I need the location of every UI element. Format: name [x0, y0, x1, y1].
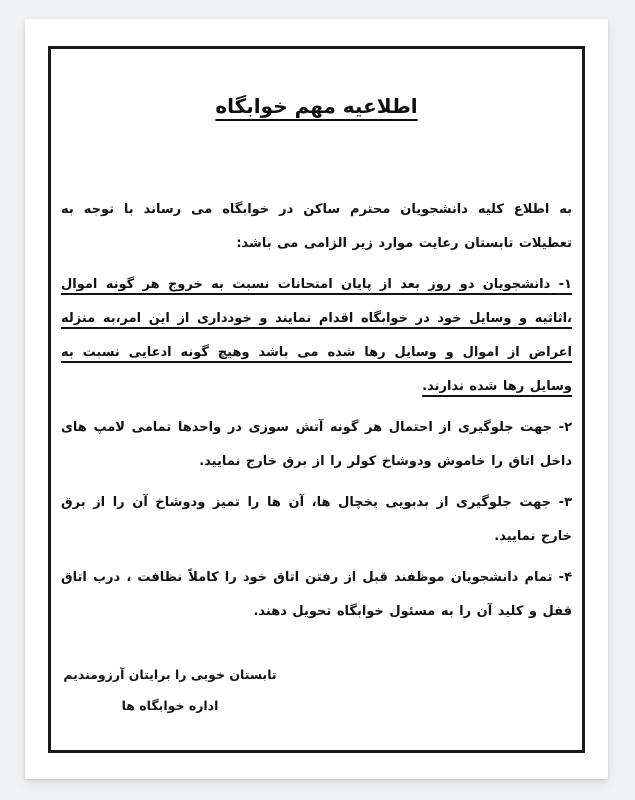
closing-wish-line: تابستان خوبی را برایتان آرزومندیم — [63, 667, 277, 682]
notice-title: اطلاعیه مهم خوابگاه — [215, 94, 418, 118]
notice-item-3 — [61, 486, 572, 554]
item-3-number: ۳- — [558, 495, 573, 510]
item-1-text: دانشجویان دو روز بعد از پایان امتحانات نسبت به خروج هر گونه اموال ،اثاثیه و وسایل خود در خوابگاه اقدام نمایند و خودداری از این امر،به منزله اعراض از اموال و وسایل رها شده می باشد وهیچ گونه ادعایی نسبت به وسایل رها شده ندارند. — [61, 277, 572, 394]
document-border-frame — [48, 46, 585, 753]
item-3-text: جهت جلوگیری از بدبویی یخچال ها، آن ها را تمیز ودوشاخ آن را از برق خارج نمایید. — [61, 495, 572, 544]
notice-item-1 — [61, 268, 572, 404]
item-2-number: ۲- — [558, 420, 573, 435]
item-4-number: ۴- — [558, 570, 572, 585]
notice-item-2 — [61, 411, 572, 479]
item-4-text: تمام دانشجویان موظفند قبل از رفتن اتاق خود را کاملاً نظافت ، درب اتاق قفل و کلید آن را به مسئول خوابگاه تحویل دهند. — [61, 570, 572, 619]
closing-block — [63, 659, 277, 721]
document-page — [25, 19, 608, 779]
item-2-text: جهت جلوگیری از احتمال هر گونه آتش سوزی در واحدها تمامی لامپ های داخل اتاق را خاموش ودوشاخ کولر را از برق خارج نمایید. — [61, 420, 572, 469]
intro-paragraph: به اطلاع کلیه دانشجویان محترم ساکن در خوابگاه می رساند با توجه به تعطیلات تابستان رعایت موارد زیر الزامی می باشد: — [61, 202, 572, 251]
notice-item-4 — [61, 561, 572, 629]
item-1-number: ۱- — [558, 277, 572, 292]
closing-signature-line: اداره خوابگاه ها — [121, 698, 219, 713]
